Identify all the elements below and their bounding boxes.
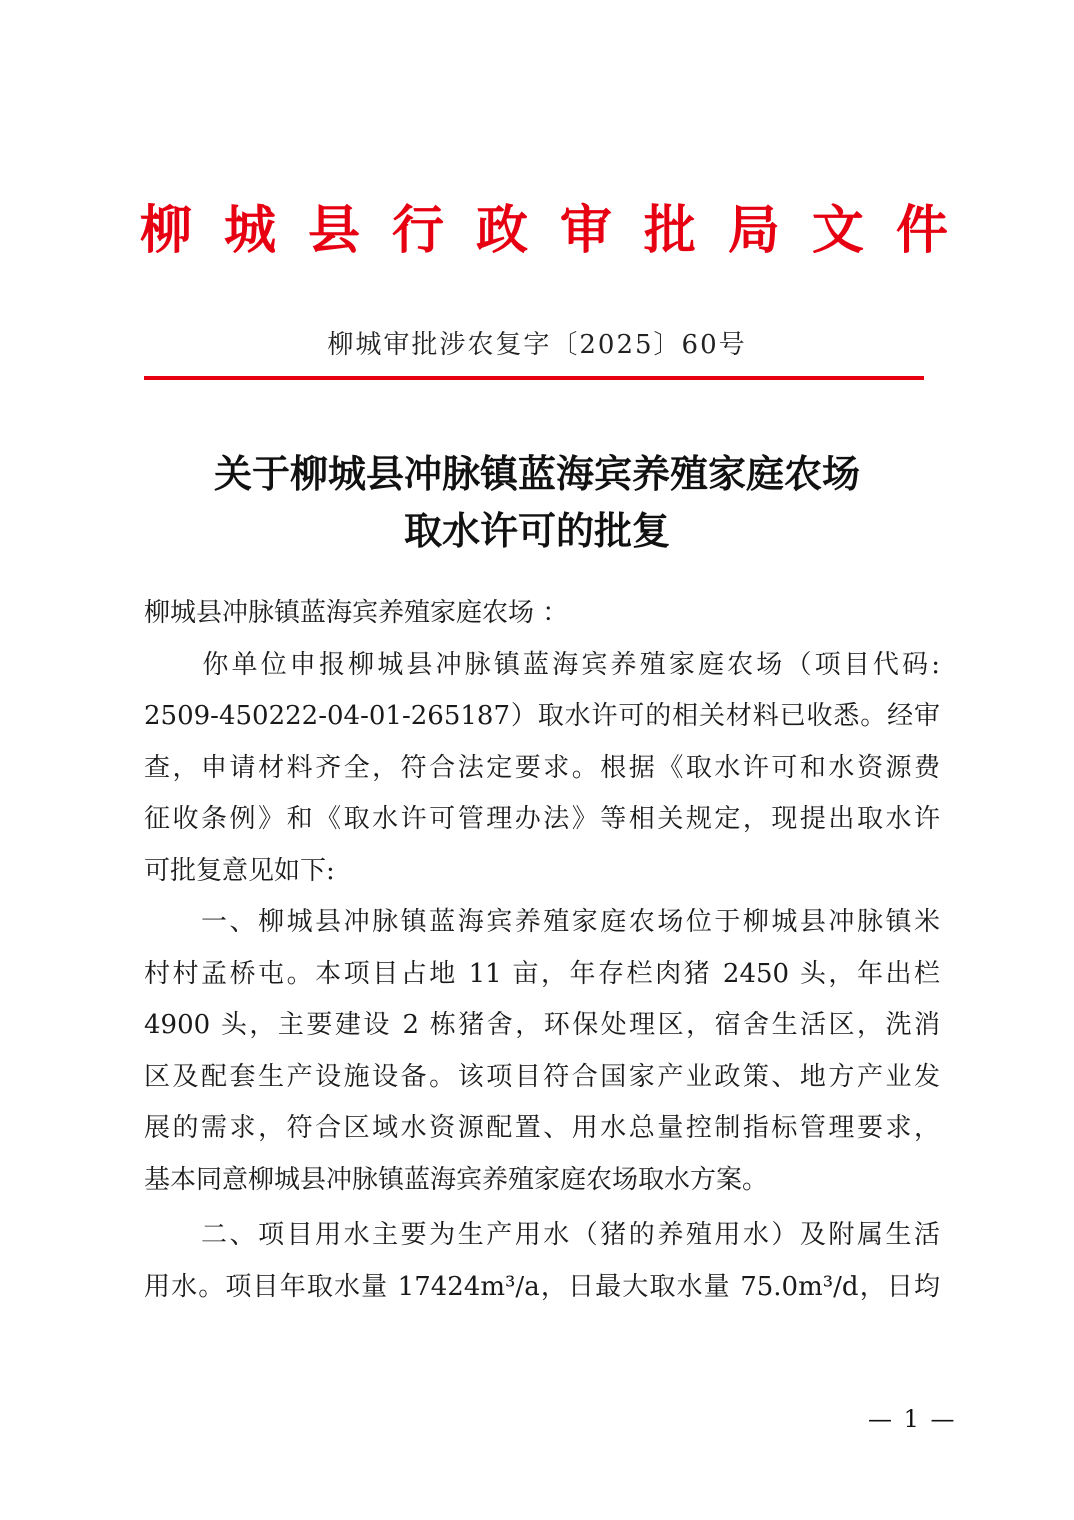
body-line: 村村孟桥屯。本项目占地 11 亩，年存栏肉猪 2450 头，年出栏 (144, 958, 940, 989)
document-body (144, 588, 940, 1313)
red-separator-line (144, 376, 924, 380)
document-number: 柳城审批涉农复字〔2025〕60号 (327, 330, 747, 360)
document-title (0, 445, 1074, 559)
body-line: 4900 头，主要建设 2 栋猪舍，环保处理区，宿舍生活区，洗消 (144, 1010, 940, 1040)
body-line: 2509-450222-04-01-265187）取水许可的相关材料已收悉。经审 (144, 701, 940, 731)
title-char: 审 (559, 201, 612, 261)
page-number: — 1 — (868, 1405, 957, 1433)
body-line: 你单位申报柳城县冲脉镇蓝海宾养殖家庭农场（项目代码: (144, 649, 940, 680)
body-line: 基本同意柳城县冲脉镇蓝海宾养殖家庭农场取水方案。 (144, 1164, 769, 1195)
title-char: 批 (643, 201, 696, 261)
title-char: 局 (727, 201, 780, 261)
title-char: 文 (811, 201, 864, 261)
title-char: 城 (223, 201, 276, 261)
title-char: 县 (307, 201, 360, 261)
body-line: 可批复意见如下: (144, 855, 335, 886)
title-char: 柳 (140, 201, 193, 261)
body-line: 查，申请材料齐全，符合法定要求。根据《取水许可和水资源费 (144, 752, 940, 783)
salutation: 柳城县冲脉镇蓝海宾养殖家庭农场 ： (144, 598, 569, 628)
document-title-line-1: 关于柳城县冲脉镇蓝海宾养殖家庭农场 (213, 451, 860, 496)
issuing-authority-title (140, 196, 948, 266)
title-char: 行 (391, 201, 444, 261)
body-line: 区及配套生产设施设备。该项目符合国家产业政策、地方产业发 (144, 1061, 940, 1092)
title-char: 政 (475, 201, 528, 261)
body-line: 一、柳城县冲脉镇蓝海宾养殖家庭农场位于柳城县冲脉镇米 (144, 907, 940, 937)
document-title-line-2: 取水许可的批复 (403, 508, 670, 553)
body-line: 征收条例》和《取水许可管理办法》等相关规定，现提出取水许 (144, 804, 940, 834)
body-line: 展的需求，符合区域水资源配置、用水总量控制指标管理要求， (144, 1113, 940, 1143)
body-line: 二、项目用水主要为生产用水（猪的养殖用水）及附属生活 (144, 1220, 940, 1250)
body-line: 用水。项目年取水量 17424m³/a，日最大取水量 75.0m³/d，日均 (144, 1271, 940, 1302)
title-char: 件 (895, 201, 948, 261)
